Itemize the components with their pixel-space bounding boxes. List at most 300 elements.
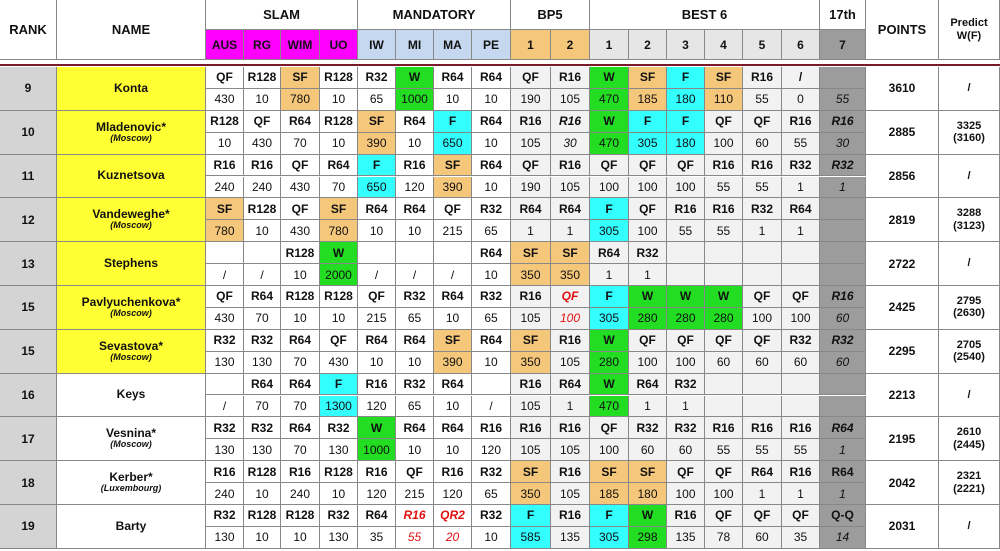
points-cell: 55 xyxy=(782,439,820,461)
round-cell: R128 xyxy=(281,505,320,527)
rank-cell: 11 xyxy=(0,155,57,199)
round-cell: SF xyxy=(434,155,472,177)
group-header-bp5: BP5 xyxy=(511,0,590,30)
round-cell: R64 xyxy=(782,198,820,220)
points-cell xyxy=(782,396,820,418)
points-cell: 55 xyxy=(705,439,743,461)
predict-value: / xyxy=(967,388,971,401)
round-cell: R128 xyxy=(281,242,320,264)
points-cell: / xyxy=(472,396,511,418)
points-cell: 10 xyxy=(434,396,472,418)
points-cell xyxy=(743,396,782,418)
round-cell: R32 xyxy=(206,330,244,352)
player-note: (Moscow) xyxy=(110,132,152,143)
header-separator xyxy=(0,60,1000,66)
subheader-7: PE xyxy=(472,30,511,60)
points-cell: 100 xyxy=(629,177,667,199)
round-cell: F xyxy=(667,67,705,89)
group-header-best-6: BEST 6 xyxy=(590,0,820,30)
points-cell: 430 xyxy=(206,89,244,111)
points-cell: 1 xyxy=(629,264,667,286)
points-cell: 298 xyxy=(629,527,667,549)
predict-value: / xyxy=(967,82,971,95)
points-cell: 65 xyxy=(472,308,511,330)
round-cell xyxy=(396,242,434,264)
player-name-cell xyxy=(57,111,206,155)
points-cell: 10 xyxy=(281,527,320,549)
round-cell: R32 xyxy=(472,286,511,308)
round-cell: QF xyxy=(511,155,551,177)
round-cell: R64 xyxy=(820,461,866,483)
round-cell: R64 xyxy=(551,198,590,220)
round-cell: R16 xyxy=(358,461,396,483)
points-cell: 105 xyxy=(511,396,551,418)
predict-value: 2610 xyxy=(956,426,982,439)
round-cell: R64 xyxy=(434,286,472,308)
points-cell: 120 xyxy=(472,439,511,461)
rank-cell: 13 xyxy=(0,242,57,286)
total-points: 2295 xyxy=(866,330,939,374)
round-cell: R16 xyxy=(743,67,782,89)
points-cell: 100 xyxy=(667,483,705,505)
points-cell: 10 xyxy=(434,308,472,330)
points-cell: 70 xyxy=(281,439,320,461)
round-cell: F xyxy=(590,286,629,308)
predict-cell xyxy=(939,330,1000,374)
round-cell: R32 xyxy=(667,374,705,396)
round-cell: R64 xyxy=(281,111,320,133)
round-cell: R16 xyxy=(551,67,590,89)
round-cell: QF xyxy=(590,417,629,439)
round-cell: SF xyxy=(511,242,551,264)
round-cell: R64 xyxy=(396,417,434,439)
round-cell: QF xyxy=(743,286,782,308)
round-cell: R64 xyxy=(281,374,320,396)
points-cell: 120 xyxy=(434,483,472,505)
points-cell: 100 xyxy=(629,352,667,374)
round-cell: R64 xyxy=(434,67,472,89)
round-cell: QF xyxy=(705,505,743,527)
round-cell: R64 xyxy=(743,461,782,483)
points-cell: 2000 xyxy=(320,264,358,286)
predict-value: / xyxy=(967,169,971,182)
points-cell: 70 xyxy=(320,177,358,199)
round-cell: R32 xyxy=(667,417,705,439)
predict-value: 3288 xyxy=(956,207,982,220)
player-name-cell xyxy=(57,242,206,286)
points-cell: 430 xyxy=(320,352,358,374)
round-cell xyxy=(782,374,820,396)
round-cell: QF xyxy=(667,461,705,483)
round-cell: SF xyxy=(511,461,551,483)
player-name: Mladenovic* xyxy=(95,119,167,134)
points-cell: 190 xyxy=(511,177,551,199)
points-cell: 105 xyxy=(551,483,590,505)
points-cell: 390 xyxy=(358,133,396,155)
round-cell: R16 xyxy=(782,461,820,483)
points-cell: 55 xyxy=(743,439,782,461)
rank-cell: 18 xyxy=(0,461,57,505)
points-cell: 10 xyxy=(472,264,511,286)
points-header: POINTS xyxy=(866,0,939,60)
round-cell: R64 xyxy=(629,374,667,396)
round-cell xyxy=(434,242,472,264)
points-cell: 120 xyxy=(358,483,396,505)
round-cell: F xyxy=(434,111,472,133)
points-cell: 65 xyxy=(396,396,434,418)
round-cell xyxy=(705,242,743,264)
round-cell: R32 xyxy=(320,417,358,439)
points-cell: 430 xyxy=(281,220,320,242)
points-cell: 780 xyxy=(320,220,358,242)
predict-value: 2705 xyxy=(956,338,982,351)
round-cell: QF xyxy=(590,155,629,177)
player-name-cell xyxy=(57,330,206,374)
points-cell: 10 xyxy=(320,483,358,505)
predict-value: (2445) xyxy=(953,438,985,451)
subheader-2: WIM xyxy=(281,30,320,60)
points-cell: 10 xyxy=(472,89,511,111)
points-cell: 70 xyxy=(281,352,320,374)
round-cell: QF xyxy=(206,67,244,89)
round-cell: R64 xyxy=(244,286,281,308)
points-cell: 100 xyxy=(667,177,705,199)
round-cell: R16 xyxy=(551,330,590,352)
subheader-1: RG xyxy=(244,30,281,60)
round-cell: R128 xyxy=(320,286,358,308)
round-cell: QF xyxy=(244,111,281,133)
points-cell: 430 xyxy=(206,308,244,330)
round-cell xyxy=(206,242,244,264)
total-points: 2722 xyxy=(866,242,939,286)
round-cell xyxy=(667,242,705,264)
points-cell: 105 xyxy=(551,89,590,111)
round-cell: R16 xyxy=(667,505,705,527)
round-cell: R16 xyxy=(551,505,590,527)
round-cell: W xyxy=(590,111,629,133)
points-cell: 280 xyxy=(629,308,667,330)
subheader-14: 5 xyxy=(743,30,782,60)
subheader-10: 1 xyxy=(590,30,629,60)
total-points: 3610 xyxy=(866,67,939,111)
points-cell: 180 xyxy=(667,133,705,155)
player-name-cell xyxy=(57,461,206,505)
points-cell: 60 xyxy=(743,133,782,155)
points-cell: 430 xyxy=(244,133,281,155)
round-cell xyxy=(472,374,511,396)
points-cell: 130 xyxy=(206,352,244,374)
points-cell: 10 xyxy=(396,352,434,374)
points-cell: 110 xyxy=(705,89,743,111)
predict-cell xyxy=(939,417,1000,461)
rank-cell: 9 xyxy=(0,67,57,111)
round-cell: R32 xyxy=(320,505,358,527)
points-cell: 1 xyxy=(629,396,667,418)
round-cell: R32 xyxy=(782,155,820,177)
points-cell: 105 xyxy=(551,177,590,199)
points-cell: 10 xyxy=(320,308,358,330)
points-cell: 130 xyxy=(320,439,358,461)
points-cell: 1 xyxy=(782,177,820,199)
player-name: Konta xyxy=(114,80,148,95)
round-cell: R16 xyxy=(472,417,511,439)
points-cell: 55 xyxy=(667,220,705,242)
round-cell xyxy=(705,374,743,396)
points-cell: 60 xyxy=(743,527,782,549)
subheader-15: 6 xyxy=(782,30,820,60)
player-note: (Moscow) xyxy=(110,308,152,319)
points-cell: 1 xyxy=(782,483,820,505)
round-cell: R128 xyxy=(244,67,281,89)
round-cell: SF xyxy=(551,242,590,264)
points-cell: 105 xyxy=(511,439,551,461)
points-cell xyxy=(667,264,705,286)
round-cell: R64 xyxy=(396,111,434,133)
player-note: (Moscow) xyxy=(110,351,152,362)
player-name: Vandeweghe* xyxy=(92,207,170,222)
points-cell: 350 xyxy=(511,352,551,374)
player-name: Kuznetsova xyxy=(97,168,165,183)
round-cell xyxy=(244,242,281,264)
predict-value: 2321 xyxy=(956,469,982,482)
points-cell: 350 xyxy=(511,264,551,286)
points-cell: 215 xyxy=(358,308,396,330)
round-cell: W xyxy=(590,374,629,396)
points-cell: 305 xyxy=(590,527,629,549)
player-name: Kerber* xyxy=(109,470,153,485)
points-cell: 470 xyxy=(590,133,629,155)
points-cell: 280 xyxy=(705,308,743,330)
round-cell: R32 xyxy=(396,286,434,308)
player-name-cell xyxy=(57,286,206,330)
round-cell: R64 xyxy=(358,505,396,527)
round-cell: F xyxy=(320,374,358,396)
round-cell: QF xyxy=(396,461,434,483)
round-cell: R64 xyxy=(244,374,281,396)
points-cell: 305 xyxy=(590,308,629,330)
subheader-12: 3 xyxy=(667,30,705,60)
points-cell: 215 xyxy=(434,220,472,242)
points-cell: 65 xyxy=(396,308,434,330)
round-cell: R128 xyxy=(244,461,281,483)
round-cell: SF xyxy=(629,461,667,483)
points-cell: 10 xyxy=(472,352,511,374)
points-cell: 185 xyxy=(629,89,667,111)
points-cell: 65 xyxy=(472,483,511,505)
points-cell: 135 xyxy=(551,527,590,549)
predict-cell xyxy=(939,67,1000,111)
points-cell: 105 xyxy=(511,308,551,330)
round-cell: QF xyxy=(705,461,743,483)
round-cell: QF xyxy=(782,505,820,527)
total-points: 2031 xyxy=(866,505,939,549)
points-cell: 10 xyxy=(396,439,434,461)
points-cell: 10 xyxy=(472,177,511,199)
points-cell: 10 xyxy=(358,220,396,242)
points-cell: 390 xyxy=(434,352,472,374)
points-cell: 130 xyxy=(206,439,244,461)
player-name: Keys xyxy=(116,387,146,402)
round-cell: F xyxy=(358,155,396,177)
points-cell: 55 xyxy=(396,527,434,549)
round-cell: QF xyxy=(206,286,244,308)
subheader-0: AUS xyxy=(206,30,244,60)
points-cell: 100 xyxy=(705,483,743,505)
round-cell: W xyxy=(590,67,629,89)
round-cell xyxy=(743,374,782,396)
points-cell xyxy=(782,264,820,286)
round-cell: R64 xyxy=(320,155,358,177)
round-cell: R16 xyxy=(511,111,551,133)
total-points: 2213 xyxy=(866,374,939,418)
player-name-cell xyxy=(57,505,206,549)
points-cell: 100 xyxy=(743,308,782,330)
predict-header xyxy=(939,0,1000,60)
group-header-17th: 17th xyxy=(820,0,866,30)
points-cell: / xyxy=(244,264,281,286)
round-cell: R16 xyxy=(396,155,434,177)
points-cell: 10 xyxy=(281,308,320,330)
points-cell: / xyxy=(206,396,244,418)
rank-cell: 17 xyxy=(0,417,57,461)
round-cell: R16 xyxy=(743,417,782,439)
points-cell: 10 xyxy=(320,89,358,111)
rank-cell: 16 xyxy=(0,374,57,418)
round-cell: R64 xyxy=(472,111,511,133)
points-cell: 78 xyxy=(705,527,743,549)
round-cell: R32 xyxy=(472,198,511,220)
rank-cell: 15 xyxy=(0,286,57,330)
round-cell: R16 xyxy=(281,461,320,483)
points-cell: 30 xyxy=(551,133,590,155)
round-cell: R32 xyxy=(820,155,866,177)
points-cell: 55 xyxy=(782,133,820,155)
points-cell: 55 xyxy=(820,89,866,111)
points-cell: 215 xyxy=(396,483,434,505)
round-cell: SF xyxy=(434,330,472,352)
round-cell: R64 xyxy=(434,374,472,396)
points-cell: 10 xyxy=(434,439,472,461)
round-cell xyxy=(782,242,820,264)
points-cell: / xyxy=(434,264,472,286)
rank-cell: 12 xyxy=(0,198,57,242)
points-cell: 10 xyxy=(320,133,358,155)
points-cell: 55 xyxy=(705,177,743,199)
points-cell: 430 xyxy=(281,177,320,199)
rank-cell: 15 xyxy=(0,330,57,374)
round-cell: R16 xyxy=(705,155,743,177)
round-cell: R64 xyxy=(590,242,629,264)
round-cell: QF xyxy=(358,286,396,308)
points-cell: 100 xyxy=(667,352,705,374)
points-cell: 1 xyxy=(820,177,866,199)
round-cell: R16 xyxy=(358,374,396,396)
points-cell: 305 xyxy=(629,133,667,155)
round-cell xyxy=(743,242,782,264)
round-cell: QF xyxy=(782,286,820,308)
total-points: 2042 xyxy=(866,461,939,505)
points-cell: 60 xyxy=(782,352,820,374)
round-cell: F xyxy=(511,505,551,527)
round-cell: R64 xyxy=(820,417,866,439)
round-cell: W xyxy=(629,286,667,308)
round-cell: W xyxy=(629,505,667,527)
total-points: 2885 xyxy=(866,111,939,155)
points-cell: 100 xyxy=(590,177,629,199)
round-cell: QF xyxy=(320,330,358,352)
round-cell: R32 xyxy=(206,417,244,439)
round-cell: R16 xyxy=(511,374,551,396)
points-cell: 240 xyxy=(244,177,281,199)
round-cell: QF xyxy=(667,330,705,352)
round-cell: R64 xyxy=(472,67,511,89)
round-cell: R64 xyxy=(396,330,434,352)
points-cell: 10 xyxy=(206,133,244,155)
predict-cell xyxy=(939,111,1000,155)
round-cell: SF xyxy=(320,198,358,220)
points-cell: 135 xyxy=(667,527,705,549)
points-cell: 350 xyxy=(551,264,590,286)
round-cell: QF xyxy=(705,111,743,133)
round-cell: R128 xyxy=(281,286,320,308)
points-cell: 650 xyxy=(434,133,472,155)
rank-cell: 10 xyxy=(0,111,57,155)
round-cell: R16 xyxy=(820,111,866,133)
points-cell: 55 xyxy=(705,220,743,242)
round-cell: R16 xyxy=(551,461,590,483)
group-header-slam: SLAM xyxy=(206,0,358,30)
points-cell: 120 xyxy=(396,177,434,199)
player-name-cell xyxy=(57,155,206,199)
points-cell: 70 xyxy=(281,396,320,418)
points-cell: 60 xyxy=(820,352,866,374)
subheader-3: UO xyxy=(320,30,358,60)
points-cell xyxy=(820,396,866,418)
points-cell: 14 xyxy=(820,527,866,549)
points-cell: 35 xyxy=(358,527,396,549)
points-cell: 130 xyxy=(244,352,281,374)
round-cell: SF xyxy=(511,330,551,352)
round-cell xyxy=(358,242,396,264)
round-cell: QR2 xyxy=(434,505,472,527)
points-cell xyxy=(705,264,743,286)
points-cell: 180 xyxy=(667,89,705,111)
points-cell: 65 xyxy=(472,220,511,242)
predict-header-line: Predict xyxy=(950,16,988,29)
points-cell: 1 xyxy=(743,483,782,505)
round-cell: R16 xyxy=(743,155,782,177)
round-cell: R32 xyxy=(782,330,820,352)
round-cell: QF xyxy=(281,155,320,177)
points-cell: 10 xyxy=(396,133,434,155)
points-cell: 10 xyxy=(358,352,396,374)
round-cell: R32 xyxy=(743,198,782,220)
round-cell: R32 xyxy=(629,242,667,264)
round-cell: QF xyxy=(551,286,590,308)
predict-value: (3160) xyxy=(953,132,985,145)
player-name: Vesnina* xyxy=(105,426,157,441)
points-cell: 1300 xyxy=(320,396,358,418)
points-cell: 100 xyxy=(590,439,629,461)
points-cell: 350 xyxy=(511,483,551,505)
points-cell: 390 xyxy=(434,177,472,199)
round-cell: QF xyxy=(667,155,705,177)
player-name: Pavlyuchenkova* xyxy=(81,294,181,309)
subheader-13: 4 xyxy=(705,30,743,60)
round-cell: R16 xyxy=(782,111,820,133)
points-cell: 70 xyxy=(244,396,281,418)
player-note: (Moscow) xyxy=(110,439,152,450)
